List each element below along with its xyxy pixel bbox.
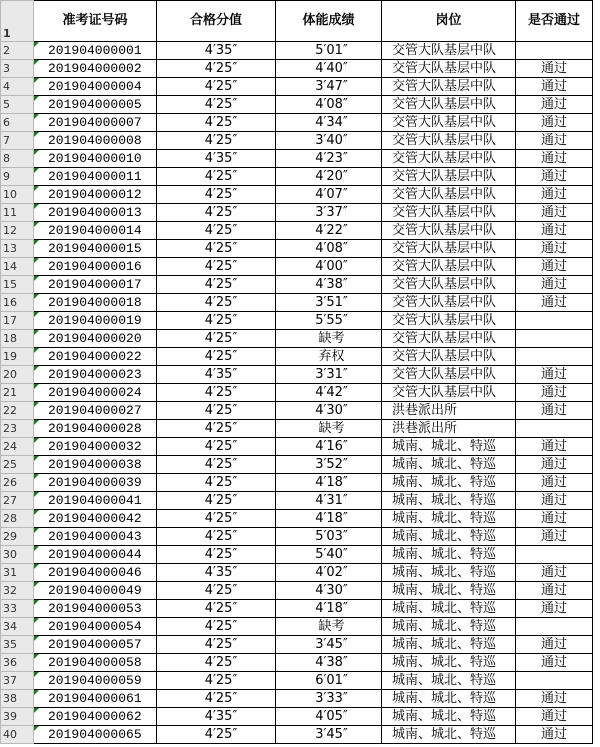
- table-row: [1, 330, 593, 348]
- cell-exam-id[interactable]: 201904000059: [34, 672, 157, 690]
- cell-score[interactable]: 3′45″: [276, 636, 382, 654]
- row-number[interactable]: 31: [1, 564, 34, 582]
- row-number[interactable]: 33: [1, 600, 34, 618]
- cell-score[interactable]: 4′38″: [276, 276, 382, 294]
- cell-passed[interactable]: 通过: [516, 222, 593, 240]
- cell-standard[interactable]: 4′25″: [157, 222, 276, 240]
- cell-standard[interactable]: 4′25″: [157, 582, 276, 600]
- cell-passed[interactable]: 通过: [516, 402, 593, 420]
- cell-score[interactable]: 3′37″: [276, 204, 382, 222]
- table-row: [1, 474, 593, 492]
- cell-exam-id[interactable]: 201904000027: [34, 402, 157, 420]
- cell-score[interactable]: 4′18″: [276, 474, 382, 492]
- cell-score[interactable]: 4′20″: [276, 168, 382, 186]
- table-row: [1, 78, 593, 96]
- table-row: [1, 438, 593, 456]
- cell-passed[interactable]: 通过: [516, 564, 593, 582]
- cell-passed[interactable]: 通过: [516, 186, 593, 204]
- cell-post[interactable]: 交管大队基层中队: [382, 132, 516, 150]
- cell-exam-id[interactable]: 201904000014: [34, 222, 157, 240]
- cell-exam-id[interactable]: 201904000002: [34, 60, 157, 78]
- cell-score[interactable]: 5′55″: [276, 312, 382, 330]
- cell-score[interactable]: 4′08″: [276, 96, 382, 114]
- cell-passed[interactable]: 通过: [516, 150, 593, 168]
- cell-passed[interactable]: 通过: [516, 708, 593, 726]
- cell-standard[interactable]: 4′25″: [157, 186, 276, 204]
- cell-standard[interactable]: 4′25″: [157, 510, 276, 528]
- cell-score[interactable]: 4′07″: [276, 186, 382, 204]
- cell-post[interactable]: 交管大队基层中队: [382, 204, 516, 222]
- table-row: [1, 708, 593, 726]
- cell-score[interactable]: 3′52″: [276, 456, 382, 474]
- row-number[interactable]: 38: [1, 690, 34, 708]
- cell-exam-id[interactable]: 201904000007: [34, 114, 157, 132]
- cell-exam-id[interactable]: 201904000032: [34, 438, 157, 456]
- table-row: [1, 222, 593, 240]
- cell-standard[interactable]: 4′25″: [157, 258, 276, 276]
- cell-passed[interactable]: [516, 312, 593, 330]
- row-number[interactable]: 3: [1, 60, 34, 78]
- row-number[interactable]: 18: [1, 330, 34, 348]
- cell-post[interactable]: 城南、城北、特巡: [382, 564, 516, 582]
- cell-exam-id[interactable]: 201904000058: [34, 654, 157, 672]
- cell-post[interactable]: 交管大队基层中队: [382, 330, 516, 348]
- row-number[interactable]: 26: [1, 474, 34, 492]
- column-header-passed[interactable]: 是否通过: [516, 1, 593, 42]
- cell-standard[interactable]: 4′25″: [157, 132, 276, 150]
- cell-post[interactable]: 交管大队基层中队: [382, 240, 516, 258]
- table-row: [1, 132, 593, 150]
- table-row: [1, 600, 593, 618]
- cell-post[interactable]: 城南、城北、特巡: [382, 582, 516, 600]
- header-row: [1, 1, 593, 42]
- table-row: [1, 456, 593, 474]
- cell-exam-id[interactable]: 201904000044: [34, 546, 157, 564]
- cell-exam-id[interactable]: 201904000053: [34, 600, 157, 618]
- cell-score[interactable]: 3′51″: [276, 294, 382, 312]
- row-number[interactable]: 39: [1, 708, 34, 726]
- cell-score[interactable]: 4′00″: [276, 258, 382, 276]
- table-row: [1, 546, 593, 564]
- table-row: [1, 726, 593, 744]
- cell-standard[interactable]: 4′25″: [157, 654, 276, 672]
- cell-exam-id[interactable]: 201904000016: [34, 258, 157, 276]
- table-row: [1, 348, 593, 366]
- cell-score[interactable]: 4′22″: [276, 222, 382, 240]
- cell-passed[interactable]: 通过: [516, 384, 593, 402]
- cell-standard[interactable]: 4′25″: [157, 492, 276, 510]
- cell-exam-id[interactable]: 201904000012: [34, 186, 157, 204]
- cell-score[interactable]: 4′40″: [276, 60, 382, 78]
- cell-exam-id[interactable]: 201904000065: [34, 726, 157, 744]
- table-row: [1, 294, 593, 312]
- cell-score[interactable]: 弃权: [276, 348, 382, 366]
- cell-post[interactable]: 交管大队基层中队: [382, 222, 516, 240]
- cell-standard[interactable]: 4′25″: [157, 96, 276, 114]
- cell-exam-id[interactable]: 201904000022: [34, 348, 157, 366]
- column-header-score[interactable]: 体能成绩: [276, 1, 382, 42]
- row-number[interactable]: 25: [1, 456, 34, 474]
- cell-post[interactable]: 交管大队基层中队: [382, 384, 516, 402]
- cell-post[interactable]: 交管大队基层中队: [382, 276, 516, 294]
- cell-exam-id[interactable]: 201904000008: [34, 132, 157, 150]
- cell-exam-id[interactable]: 201904000019: [34, 312, 157, 330]
- table-row: [1, 312, 593, 330]
- table-row: [1, 258, 593, 276]
- cell-standard[interactable]: 4′25″: [157, 276, 276, 294]
- cell-exam-id[interactable]: 201904000013: [34, 204, 157, 222]
- table-row: [1, 618, 593, 636]
- cell-post[interactable]: 交管大队基层中队: [382, 150, 516, 168]
- cell-score[interactable]: 4′05″: [276, 708, 382, 726]
- cell-post[interactable]: 洪巷派出所: [382, 402, 516, 420]
- cell-score[interactable]: 4′31″: [276, 492, 382, 510]
- cell-passed[interactable]: 通过: [516, 582, 593, 600]
- row-number[interactable]: 15: [1, 276, 34, 294]
- cell-post[interactable]: 城南、城北、特巡: [382, 618, 516, 636]
- cell-standard[interactable]: 4′35″: [157, 366, 276, 384]
- cell-post[interactable]: 洪巷派出所: [382, 420, 516, 438]
- table-row: [1, 240, 593, 258]
- cell-exam-id[interactable]: 201904000039: [34, 474, 157, 492]
- cell-post[interactable]: 城南、城北、特巡: [382, 600, 516, 618]
- cell-score[interactable]: 3′40″: [276, 132, 382, 150]
- row-number[interactable]: 34: [1, 618, 34, 636]
- cell-exam-id[interactable]: 201904000005: [34, 96, 157, 114]
- cell-passed[interactable]: 通过: [516, 204, 593, 222]
- row-number[interactable]: 14: [1, 258, 34, 276]
- row-number[interactable]: 6: [1, 114, 34, 132]
- cell-standard[interactable]: 4′25″: [157, 456, 276, 474]
- cell-standard[interactable]: 4′25″: [157, 240, 276, 258]
- cell-score[interactable]: 3′45″: [276, 726, 382, 744]
- cell-standard[interactable]: 4′25″: [157, 690, 276, 708]
- table-row: [1, 654, 593, 672]
- cell-passed[interactable]: 通过: [516, 114, 593, 132]
- cell-post[interactable]: 城南、城北、特巡: [382, 690, 516, 708]
- cell-standard[interactable]: 4′35″: [157, 708, 276, 726]
- cell-standard[interactable]: 4′25″: [157, 204, 276, 222]
- cell-exam-id[interactable]: 201904000041: [34, 492, 157, 510]
- cell-passed[interactable]: 通过: [516, 654, 593, 672]
- cell-post[interactable]: 城南、城北、特巡: [382, 474, 516, 492]
- row-number[interactable]: 2: [1, 42, 34, 60]
- cell-passed[interactable]: [516, 672, 593, 690]
- row-number[interactable]: 12: [1, 222, 34, 240]
- cell-post[interactable]: 城南、城北、特巡: [382, 492, 516, 510]
- row-number[interactable]: 32: [1, 582, 34, 600]
- table-row: [1, 402, 593, 420]
- row-number[interactable]: 19: [1, 348, 34, 366]
- cell-standard[interactable]: 4′25″: [157, 420, 276, 438]
- cell-standard[interactable]: 4′35″: [157, 42, 276, 60]
- cell-post[interactable]: 城南、城北、特巡: [382, 708, 516, 726]
- row-number[interactable]: 7: [1, 132, 34, 150]
- row-number[interactable]: 16: [1, 294, 34, 312]
- cell-standard[interactable]: 4′25″: [157, 438, 276, 456]
- cell-standard[interactable]: 4′35″: [157, 564, 276, 582]
- table-row: [1, 510, 593, 528]
- table-row: [1, 114, 593, 132]
- table-row: [1, 636, 593, 654]
- table-row: [1, 690, 593, 708]
- cell-score[interactable]: 6′01″: [276, 672, 382, 690]
- cell-post[interactable]: 城南、城北、特巡: [382, 438, 516, 456]
- row-number[interactable]: 37: [1, 672, 34, 690]
- table-row: [1, 204, 593, 222]
- cell-passed[interactable]: 通过: [516, 96, 593, 114]
- cell-exam-id[interactable]: 201904000011: [34, 168, 157, 186]
- cell-post[interactable]: 城南、城北、特巡: [382, 636, 516, 654]
- cell-passed[interactable]: 通过: [516, 528, 593, 546]
- row-number[interactable]: 13: [1, 240, 34, 258]
- row-number-header[interactable]: 1: [1, 1, 34, 42]
- cell-score[interactable]: 5′40″: [276, 546, 382, 564]
- cell-exam-id[interactable]: 201904000023: [34, 366, 157, 384]
- row-number[interactable]: 40: [1, 726, 34, 744]
- cell-post[interactable]: 交管大队基层中队: [382, 348, 516, 366]
- table-row: [1, 42, 593, 60]
- table-row: [1, 276, 593, 294]
- cell-exam-id[interactable]: 201904000020: [34, 330, 157, 348]
- cell-passed[interactable]: 通过: [516, 240, 593, 258]
- cell-standard[interactable]: 4′25″: [157, 294, 276, 312]
- cell-standard[interactable]: 4′25″: [157, 636, 276, 654]
- cell-passed[interactable]: 通过: [516, 474, 593, 492]
- cell-passed[interactable]: 通过: [516, 636, 593, 654]
- cell-exam-id[interactable]: 201904000015: [34, 240, 157, 258]
- cell-standard[interactable]: 4′25″: [157, 384, 276, 402]
- cell-passed[interactable]: [516, 546, 593, 564]
- cell-score[interactable]: 4′18″: [276, 510, 382, 528]
- cell-post[interactable]: 城南、城北、特巡: [382, 456, 516, 474]
- cell-score[interactable]: 3′47″: [276, 78, 382, 96]
- cell-score[interactable]: 4′30″: [276, 582, 382, 600]
- cell-passed[interactable]: 通过: [516, 258, 593, 276]
- cell-passed[interactable]: 通过: [516, 492, 593, 510]
- row-number[interactable]: 21: [1, 384, 34, 402]
- cell-passed[interactable]: [516, 348, 593, 366]
- cell-post[interactable]: 交管大队基层中队: [382, 366, 516, 384]
- row-number[interactable]: 4: [1, 78, 34, 96]
- cell-post[interactable]: 交管大队基层中队: [382, 312, 516, 330]
- cell-standard[interactable]: 4′25″: [157, 168, 276, 186]
- cell-exam-id[interactable]: 201904000024: [34, 384, 157, 402]
- row-number[interactable]: 28: [1, 510, 34, 528]
- cell-exam-id[interactable]: 201904000046: [34, 564, 157, 582]
- cell-passed[interactable]: 通过: [516, 276, 593, 294]
- cell-exam-id[interactable]: 201904000028: [34, 420, 157, 438]
- cell-standard[interactable]: 4′25″: [157, 546, 276, 564]
- row-number[interactable]: 8: [1, 150, 34, 168]
- cell-score[interactable]: 3′33″: [276, 690, 382, 708]
- cell-passed[interactable]: 通过: [516, 726, 593, 744]
- cell-passed[interactable]: 通过: [516, 366, 593, 384]
- cell-post[interactable]: 城南、城北、特巡: [382, 510, 516, 528]
- row-number[interactable]: 22: [1, 402, 34, 420]
- cell-passed[interactable]: 通过: [516, 438, 593, 456]
- cell-post[interactable]: 交管大队基层中队: [382, 168, 516, 186]
- cell-score[interactable]: 3′31″: [276, 366, 382, 384]
- cell-passed[interactable]: [516, 618, 593, 636]
- row-number[interactable]: 5: [1, 96, 34, 114]
- cell-post[interactable]: 交管大队基层中队: [382, 186, 516, 204]
- cell-exam-id[interactable]: 201904000062: [34, 708, 157, 726]
- cell-score[interactable]: 4′34″: [276, 114, 382, 132]
- cell-score[interactable]: 缺考: [276, 618, 382, 636]
- table-row: [1, 420, 593, 438]
- cell-score[interactable]: 4′16″: [276, 438, 382, 456]
- row-number[interactable]: 17: [1, 312, 34, 330]
- cell-post[interactable]: 交管大队基层中队: [382, 96, 516, 114]
- row-number[interactable]: 10: [1, 186, 34, 204]
- cell-standard[interactable]: 4′25″: [157, 618, 276, 636]
- table-row: [1, 96, 593, 114]
- cell-score[interactable]: 4′08″: [276, 240, 382, 258]
- table-row: [1, 528, 593, 546]
- table-row: [1, 168, 593, 186]
- cell-passed[interactable]: 通过: [516, 294, 593, 312]
- cell-score[interactable]: 缺考: [276, 420, 382, 438]
- cell-exam-id[interactable]: 201904000061: [34, 690, 157, 708]
- cell-passed[interactable]: 通过: [516, 60, 593, 78]
- cell-exam-id[interactable]: 201904000043: [34, 528, 157, 546]
- cell-post[interactable]: 交管大队基层中队: [382, 258, 516, 276]
- row-number[interactable]: 35: [1, 636, 34, 654]
- cell-score[interactable]: 4′42″: [276, 384, 382, 402]
- table-row: [1, 672, 593, 690]
- column-header-post[interactable]: 岗位: [382, 1, 516, 42]
- cell-exam-id[interactable]: 201904000049: [34, 582, 157, 600]
- cell-exam-id[interactable]: 201904000042: [34, 510, 157, 528]
- table-row: [1, 564, 593, 582]
- cell-score[interactable]: 5′03″: [276, 528, 382, 546]
- cell-standard[interactable]: 4′25″: [157, 726, 276, 744]
- cell-standard[interactable]: 4′25″: [157, 672, 276, 690]
- cell-standard[interactable]: 4′25″: [157, 114, 276, 132]
- cell-passed[interactable]: 通过: [516, 78, 593, 96]
- cell-post[interactable]: 交管大队基层中队: [382, 78, 516, 96]
- cell-standard[interactable]: 4′25″: [157, 330, 276, 348]
- table-row: [1, 366, 593, 384]
- cell-passed[interactable]: 通过: [516, 132, 593, 150]
- cell-standard[interactable]: 4′25″: [157, 60, 276, 78]
- cell-score[interactable]: 5′01″: [276, 42, 382, 60]
- row-number[interactable]: 24: [1, 438, 34, 456]
- cell-passed[interactable]: [516, 330, 593, 348]
- cell-passed[interactable]: [516, 42, 593, 60]
- row-number[interactable]: 20: [1, 366, 34, 384]
- cell-score[interactable]: 4′02″: [276, 564, 382, 582]
- cell-post[interactable]: 城南、城北、特巡: [382, 654, 516, 672]
- cell-standard[interactable]: 4′25″: [157, 474, 276, 492]
- row-number[interactable]: 30: [1, 546, 34, 564]
- cell-passed[interactable]: 通过: [516, 168, 593, 186]
- table-row: [1, 186, 593, 204]
- table-row: [1, 60, 593, 78]
- cell-standard[interactable]: 4′25″: [157, 78, 276, 96]
- row-number[interactable]: 36: [1, 654, 34, 672]
- cell-standard[interactable]: 4′25″: [157, 600, 276, 618]
- cell-passed[interactable]: 通过: [516, 510, 593, 528]
- cell-post[interactable]: 城南、城北、特巡: [382, 528, 516, 546]
- cell-post[interactable]: 城南、城北、特巡: [382, 546, 516, 564]
- row-number[interactable]: 29: [1, 528, 34, 546]
- cell-passed[interactable]: 通过: [516, 690, 593, 708]
- row-number[interactable]: 11: [1, 204, 34, 222]
- cell-exam-id[interactable]: 201904000004: [34, 78, 157, 96]
- cell-standard[interactable]: 4′35″: [157, 150, 276, 168]
- row-number[interactable]: 9: [1, 168, 34, 186]
- column-header-exam-id[interactable]: 准考证号码: [34, 1, 157, 42]
- cell-exam-id[interactable]: 201904000054: [34, 618, 157, 636]
- cell-exam-id[interactable]: 201904000001: [34, 42, 157, 60]
- cell-score[interactable]: 4′23″: [276, 150, 382, 168]
- cell-score[interactable]: 4′38″: [276, 654, 382, 672]
- cell-score[interactable]: 4′18″: [276, 600, 382, 618]
- cell-post[interactable]: 交管大队基层中队: [382, 114, 516, 132]
- cell-standard[interactable]: 4′25″: [157, 348, 276, 366]
- cell-post[interactable]: 交管大队基层中队: [382, 294, 516, 312]
- cell-exam-id[interactable]: 201904000018: [34, 294, 157, 312]
- cell-post[interactable]: 城南、城北、特巡: [382, 672, 516, 690]
- cell-score[interactable]: 4′30″: [276, 402, 382, 420]
- cell-post[interactable]: 城南、城北、特巡: [382, 726, 516, 744]
- cell-post[interactable]: 交管大队基层中队: [382, 60, 516, 78]
- table-row: [1, 150, 593, 168]
- cell-standard[interactable]: 4′25″: [157, 312, 276, 330]
- cell-exam-id[interactable]: 201904000057: [34, 636, 157, 654]
- cell-standard[interactable]: 4′25″: [157, 528, 276, 546]
- cell-score[interactable]: 缺考: [276, 330, 382, 348]
- cell-exam-id[interactable]: 201904000010: [34, 150, 157, 168]
- cell-passed[interactable]: 通过: [516, 600, 593, 618]
- cell-exam-id[interactable]: 201904000038: [34, 456, 157, 474]
- cell-passed[interactable]: [516, 420, 593, 438]
- cell-passed[interactable]: 通过: [516, 456, 593, 474]
- cell-exam-id[interactable]: 201904000017: [34, 276, 157, 294]
- row-number[interactable]: 27: [1, 492, 34, 510]
- cell-post[interactable]: 交管大队基层中队: [382, 42, 516, 60]
- column-header-standard[interactable]: 合格分值: [157, 1, 276, 42]
- row-number[interactable]: 23: [1, 420, 34, 438]
- table-row: [1, 582, 593, 600]
- table-row: [1, 384, 593, 402]
- cell-standard[interactable]: 4′25″: [157, 402, 276, 420]
- table-row: [1, 492, 593, 510]
